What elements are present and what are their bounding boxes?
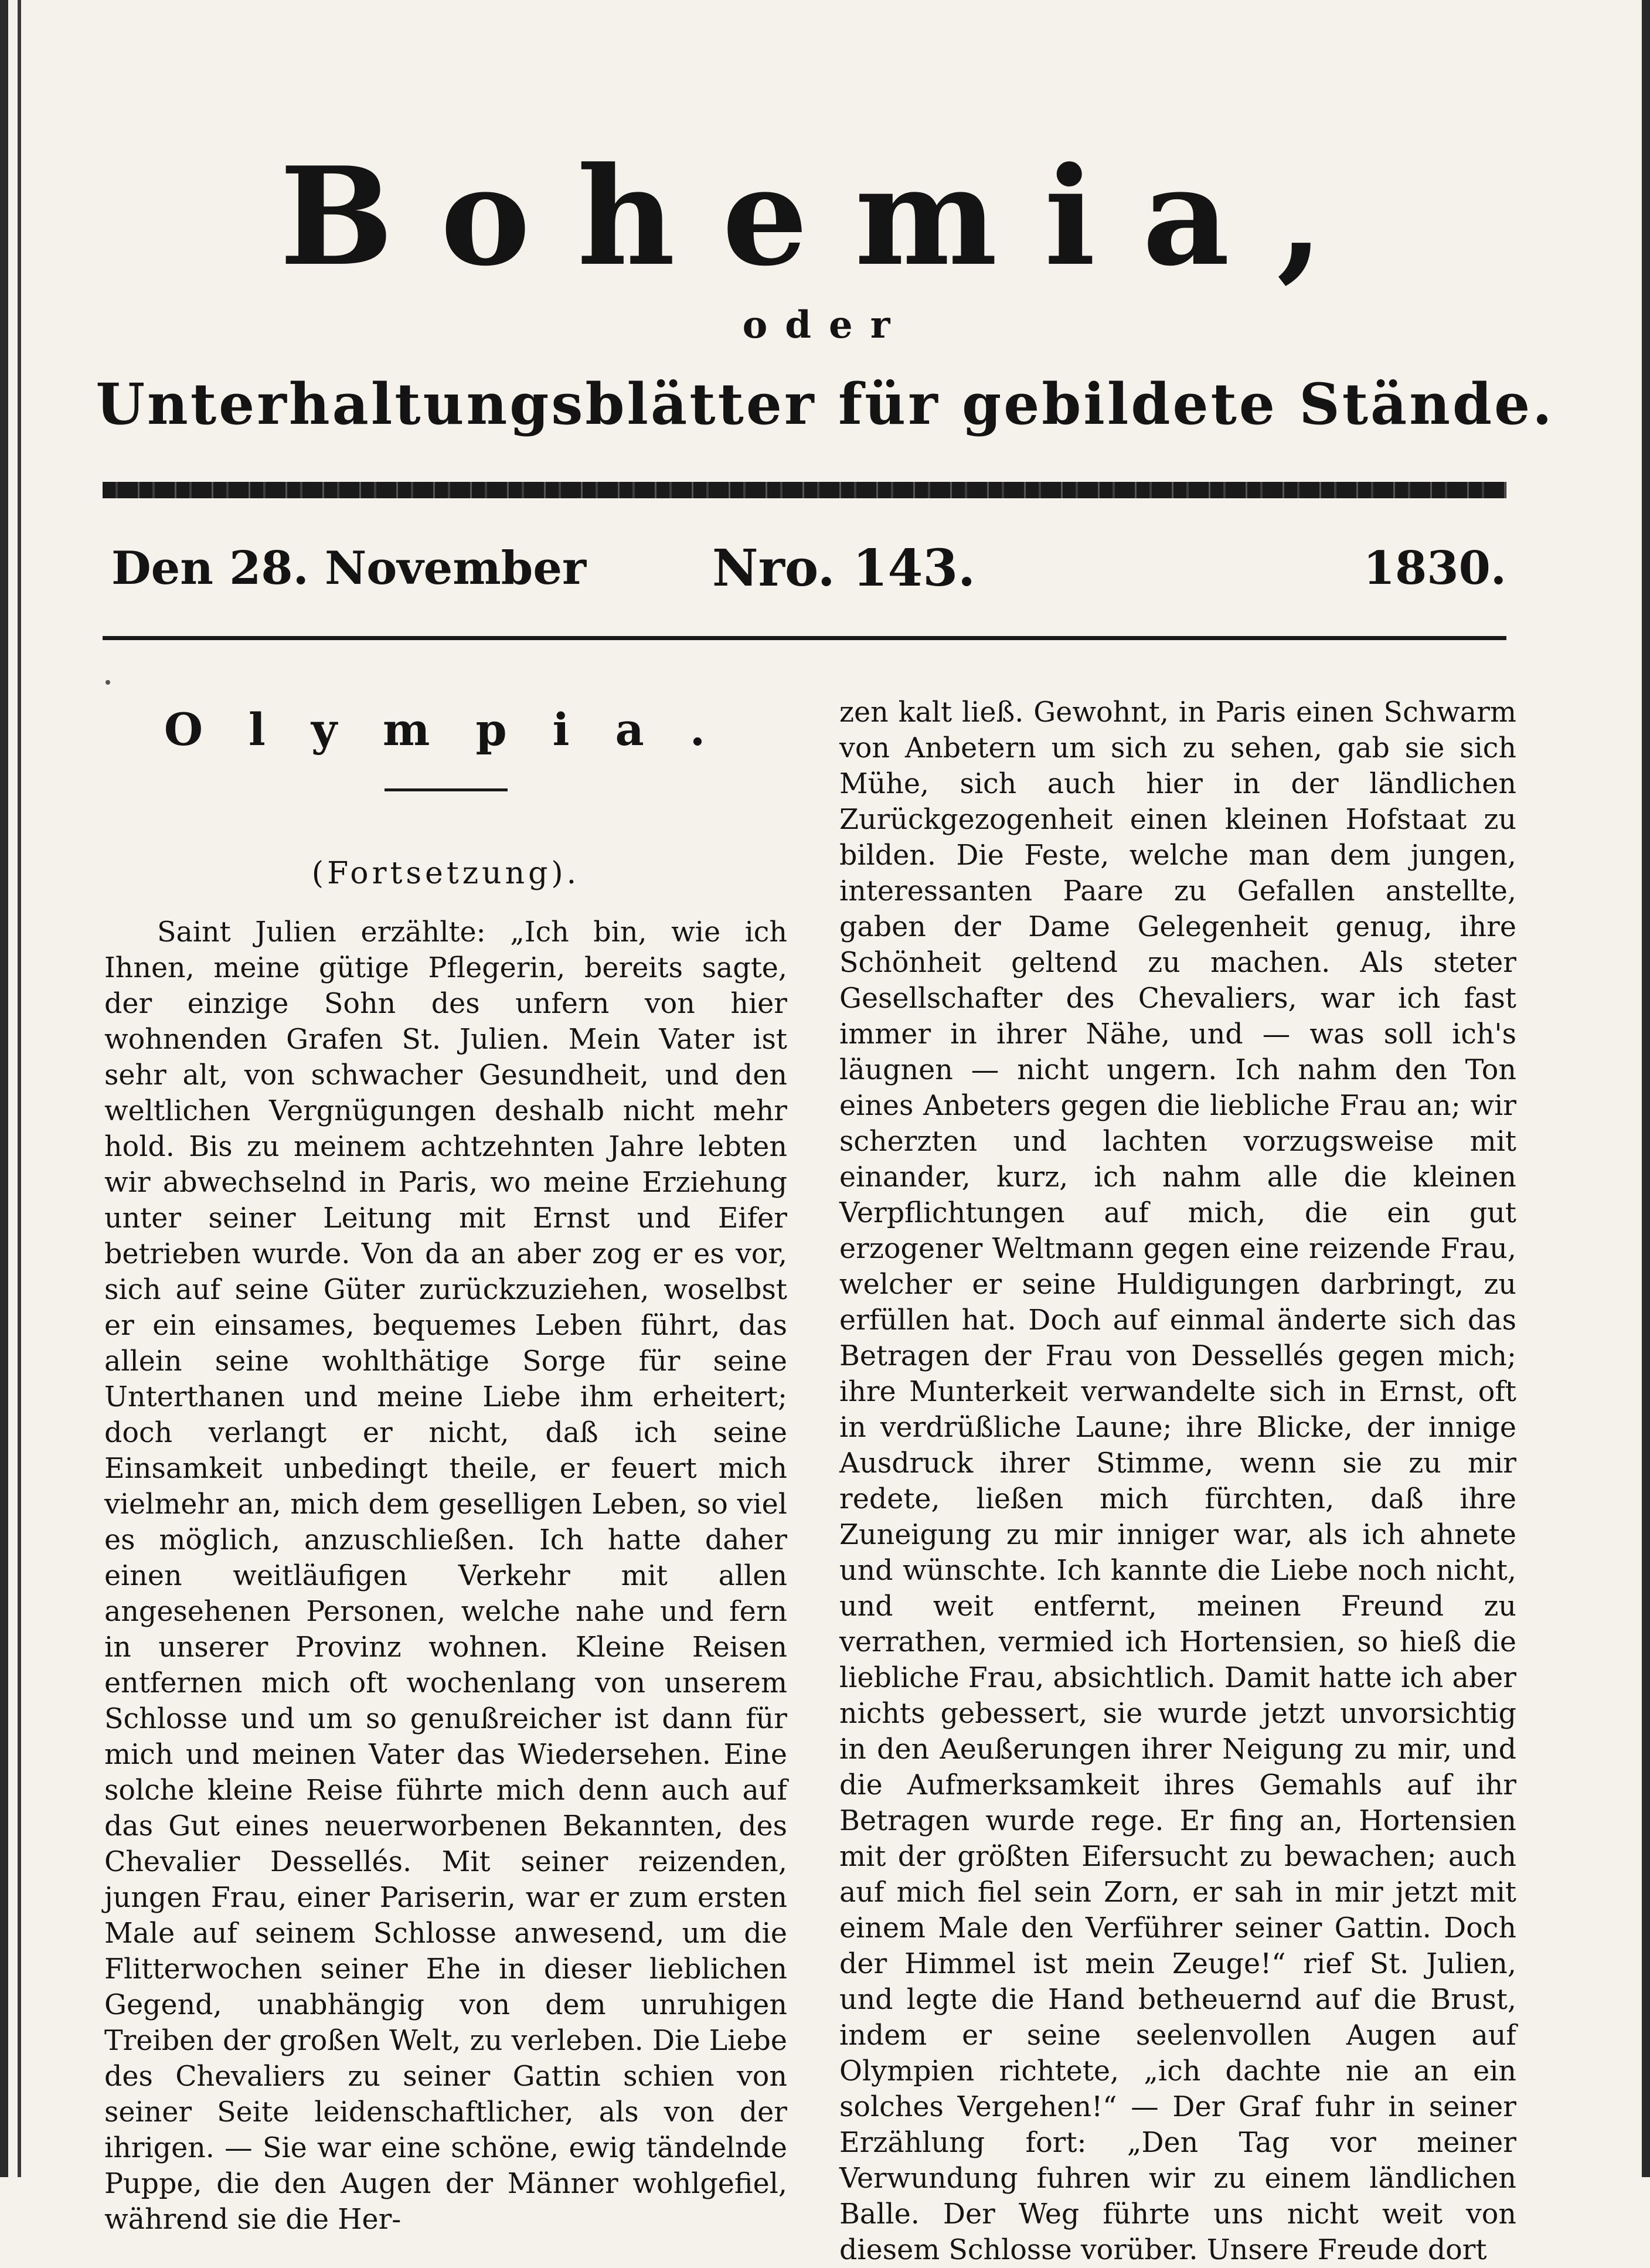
article-title: Olympia. <box>164 703 751 756</box>
masthead-rule <box>103 482 1506 498</box>
masthead-oder: oder <box>742 303 908 347</box>
right-column <box>839 695 1516 2268</box>
issue-year: 1830. <box>1363 542 1506 595</box>
scan-speck <box>106 680 110 685</box>
dateline-rule <box>103 636 1506 640</box>
masthead-title: Bohemia, <box>279 138 1371 296</box>
article-subtitle: (Fortsetzung). <box>311 856 580 891</box>
masthead-subtitle: Unterhaltungsblätter für gebildete Stände. <box>96 371 1554 437</box>
dateline <box>111 536 1506 601</box>
left-column-text: Saint Julien erzählte: „Ich bin, wie ich Ihnen, meine gütige Pflegerin, bereits sagte, der einzige Sohn des unfern von hier wohnenden Grafen St. Julien. Mein Vater ist sehr alt, von schwacher Gesundheit, und den weltlichen Vergnügungen deshalb nicht mehr hold. Bis zu meinem achtzehnten Jahre lebten wir abwechselnd in Paris, wo meine Erziehung unter seiner Leitung mit Ernst und Eifer betrieben wurde. Von da an aber zog er es vor, sich auf seine Güter zurückzuziehen, woselbst er ein einsames, bequemes Leben führt, das allein seine wohlthätige Sorge für seine Unterthanen und meine Liebe ihm erheitert; doch verlangt er nicht, daß ich seine Einsamkeit unbedingt theile, er feuert mich vielmehr an, mich dem geselligen Leben, so viel es möglich, anzuschließen. Ich hatte daher einen weitläufigen Verkehr mit allen angesehenen Personen, welche nahe und fern in unserer Provinz wohnen. Kleine Reisen entfernen mich oft wochenlang von unserem Schlosse und um so genußreicher ist dann für mich und meinen Vater das Wiedersehen. Eine solche kleine Reise führte mich denn auch auf das Gut eines neuerworbenen Bekannten, des Chevalier Dessellés. Mit seiner reizenden, jungen Frau, einer Pariserin, war er zum ersten Male auf seinem Schlosse anwesend, um die Flitterwochen seiner Ehe in dieser lieblichen Gegend, unabhängig von dem unruhigen Treiben der großen Welt, zu verleben. Die Liebe des Chevaliers zu seiner Gattin schien von seiner Seite leidenschaftlicher, als von der ihrigen. — Sie war eine schöne, ewig tändelnde Puppe, die den Augen der Männer wohlgefiel, während sie die Her- <box>104 916 787 2236</box>
left-column <box>104 701 787 2238</box>
right-column-text: zen kalt ließ. Gewohnt, in Paris einen Schwarm von Anbetern um sich zu sehen, gab sie sich Mühe, sich auch hier in der ländlichen Zurückgezogenheit einen kleinen Hofstaat zu bilden. Die Feste, welche man dem jungen, interessanten Paare zu Gefallen anstellte, gaben der Dame Gelegenheit genug, ihre Schönheit geltend zu machen. Als steter Gesellschafter des Chevaliers, war ich fast immer in ihrer Nähe, und — was soll ich's läugnen — nicht ungern. Ich nahm den Ton eines Anbeters gegen die liebliche Frau an; wir scherzten und lachten vorzugsweise mit einander, kurz, ich nahm alle die kleinen Verpflichtungen auf mich, die ein gut erzogener Weltmann gegen eine reizende Frau, welcher er seine Huldigungen darbringt, zu erfüllen hat. Doch auf einmal änderte sich das Betragen der Frau von Dessellés gegen mich; ihre Munterkeit verwandelte sich in Ernst, oft in verdrüßliche Laune; ihre Blicke, der innige Ausdruck ihrer Stimme, wenn sie zu mir redete, ließen mich fürchten, daß ihre Zuneigung zu mir inniger war, als ich ahnete und wünschte. Ich kannte die Liebe noch nicht, und weit entfernt, meinen Freund zu verrathen, vermied ich Hortensien, so hieß die liebliche Frau, absichtlich. Damit hatte ich aber nichts gebessert, sie wurde jetzt unvorsichtig in den Aeußerungen ihrer Neigung zu mir, und die Aufmerksamkeit ihres Gemahls auf ihr Betragen wurde rege. Er fing an, Hortensien mit der größten Eifersucht zu bewachen; auch auf mich fiel sein Zorn, er sah in mir jetzt mit einem Male den Verführer seiner Gattin. Doch der Himmel ist mein Zeuge!“ rief St. Julien, und legte die Hand betheuernd auf die Brust, indem er seine seelenvollen Augen auf Olympien richtete, „ich dachte nie an ein solches Vergehen!“ — Der Graf fuhr in seiner Erzählung fort: „Den Tag vor meiner Verwundung fuhren wir zu einem ländlichen Balle. Der Weg führte uns nicht weit von diesem Schlosse vorüber. Unsere Freude dort <box>839 696 1516 2266</box>
title-rule <box>385 788 508 791</box>
issue-date: Den 28. November <box>111 542 587 595</box>
issue-number: Nro. 143. <box>712 539 976 598</box>
